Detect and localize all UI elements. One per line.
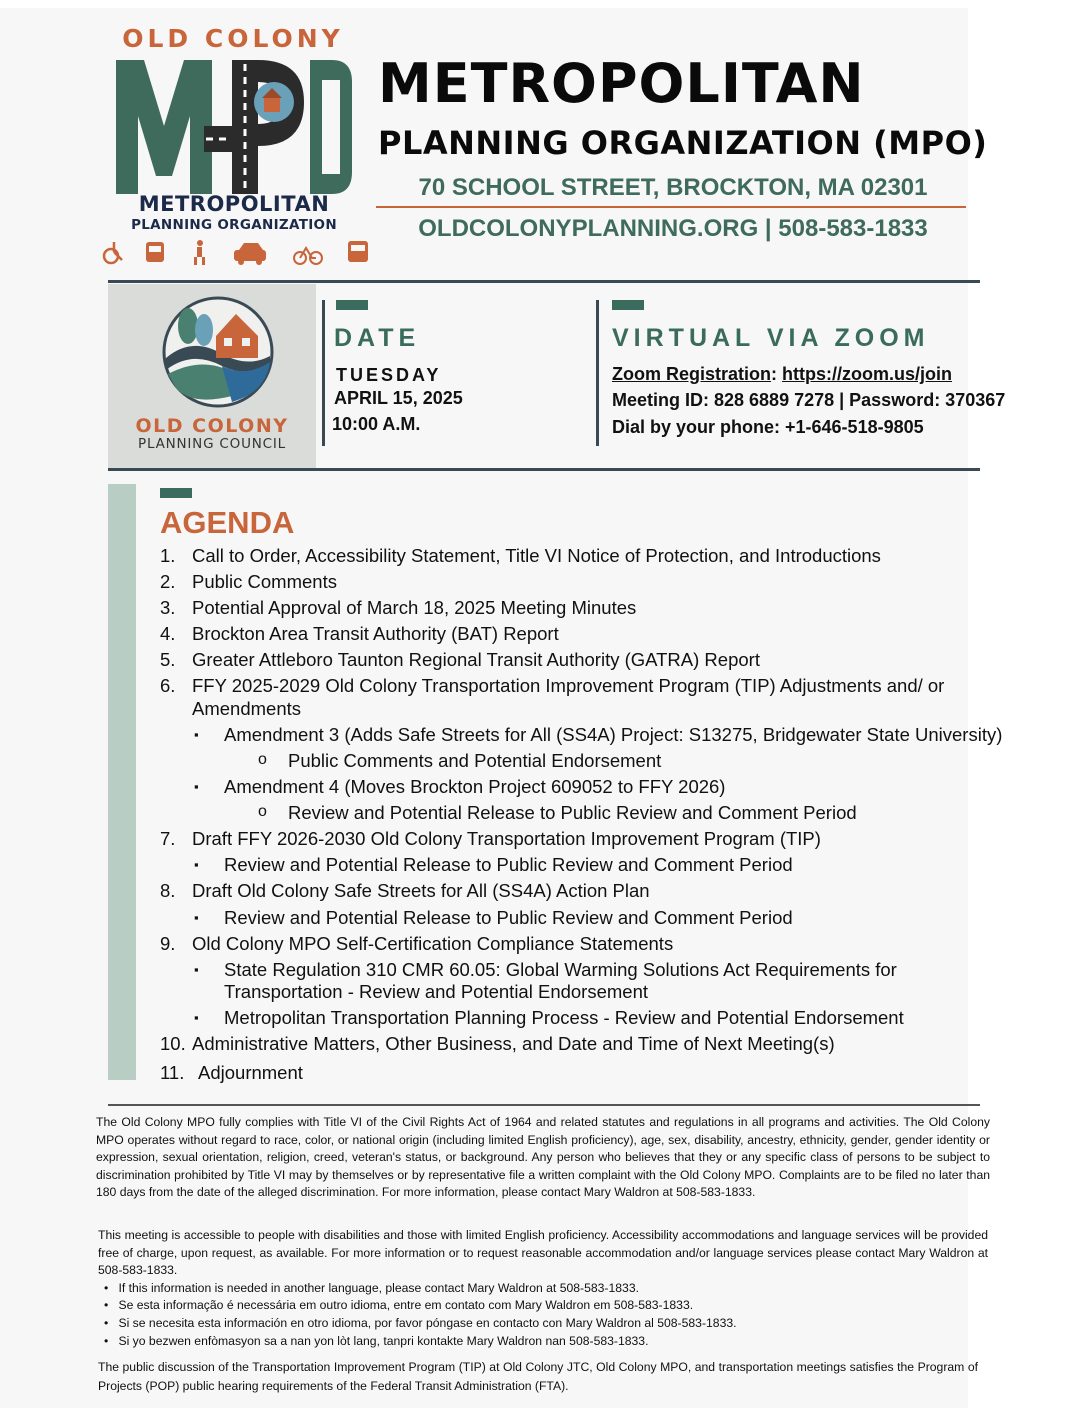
language-notice-haitian-creole: Si yo bezwen enfòmasyon sa a nan yon lòt lang, tanpri kontakte Mary Waldron nan 508-583-1833.	[118, 1334, 649, 1348]
agenda-item: Potential Approval of March 18, 2025 Meeting Minutes	[192, 597, 637, 618]
bullet-square-icon: ▪	[194, 910, 199, 925]
address-divider	[376, 206, 966, 208]
tip-pop-notice: The public discussion of the Transportation Improvement Program (TIP) at Old Colony JTC, Old Colony MPO, and transportation meetings satisfies the Program of Projects (POP) public hearing requirements of the Federal Transit Administration (FTA).	[98, 1360, 978, 1393]
zoom-tab-marker	[612, 300, 644, 310]
bicycle-icon	[294, 248, 322, 264]
title-metropolitan: METROPOLITAN	[378, 52, 865, 115]
agenda-item: Brockton Area Transit Authority (BAT) Report	[192, 623, 559, 644]
agenda-item-continued: Amendments	[192, 698, 301, 719]
car-icon	[234, 243, 266, 265]
info-band-bottom-rule	[108, 468, 980, 471]
bullet-square-icon: ▪	[194, 727, 199, 742]
agenda-item-number: 8.	[160, 880, 176, 901]
logo-planning-organization-text: PLANNING ORGANIZATION	[131, 217, 337, 233]
accessibility-notice: This meeting is accessible to people with disabilities and those with limited English proficiency. Accessibility accommodations and language services will be provided free of charge, upon request, as available. For more information or to request reasonable accommodation and/or language services please contact Mary Waldron at 508-583-1833.	[98, 1228, 988, 1277]
agenda-subsubitem: Review and Potential Release to Public Review and Comment Period	[288, 802, 857, 823]
agenda-subitem-continued: Transportation - Review and Potential Endorsement	[224, 981, 649, 1002]
agenda-item-number: 3.	[160, 597, 176, 618]
title-planning-organization: PLANNING ORGANIZATION (MPO)	[378, 124, 988, 162]
agenda-bottom-rule	[108, 1104, 980, 1106]
language-notice-spanish: Si se necesita esta información en otro idioma, por favor póngase en contacto con Mary Waldron al 508-583-1833.	[118, 1316, 737, 1330]
zoom-divider	[596, 300, 599, 446]
logo-old-colony-text: OLD COLONY	[122, 24, 344, 53]
agenda-item-number: 10.	[160, 1033, 186, 1054]
language-notice: • Si yo bezwen enfòmasyon sa a nan yon lòt lang, tanpri kontakte Mary Waldron nan 508-583-1833.	[104, 1334, 649, 1348]
bullet-square-icon: ▪	[194, 857, 199, 872]
date-divider	[322, 300, 325, 446]
website-phone: OLDCOLONYPLANNING.ORG | 508-583-1833	[418, 215, 928, 242]
pedestrian-icon	[194, 240, 205, 265]
agenda-item: Greater Attleboro Taunton Regional Transit Authority (GATRA) Report	[192, 649, 760, 670]
logo-metropolitan-text: METROPOLITAN	[138, 192, 330, 216]
agenda-item-number: 2.	[160, 571, 176, 592]
meeting-time: 10:00 A.M.	[332, 414, 421, 434]
agenda-item: Draft FFY 2026-2030 Old Colony Transportation Improvement Program (TIP)	[192, 828, 821, 849]
bullet-circle-icon: o	[258, 803, 267, 820]
agenda-item: Old Colony MPO Self-Certification Compliance Statements	[192, 933, 674, 954]
agenda-subsubitem: Public Comments and Potential Endorsement	[288, 750, 662, 771]
language-notice: • Si se necesita esta información en otro idioma, por favor póngase en contacto con Mary Waldron al 508-583-1833.	[104, 1316, 737, 1330]
bus-icon	[146, 242, 164, 262]
bullet-circle-icon: o	[258, 751, 267, 768]
transportation-modes-icons	[100, 238, 370, 268]
agenda-subitem: Amendment 3 (Adds Safe Streets for All (SS4A) Project: S13275, Bridgewater State University)	[224, 724, 1003, 745]
zoom-meeting-id: Meeting ID: 828 6889 7278 | Password: 370367	[612, 390, 1006, 410]
agenda-subitem: Amendment 4 (Moves Brockton Project 609052 to FFY 2026)	[224, 776, 726, 797]
agenda-subitem: Metropolitan Transportation Planning Process - Review and Potential Endorsement	[224, 1007, 904, 1028]
agenda-item: Call to Order, Accessibility Statement, Title VI Notice of Protection, and Introductions	[192, 545, 881, 566]
agenda-heading: AGENDA	[160, 505, 295, 540]
bullet-square-icon: ▪	[194, 779, 199, 794]
zoom-heading: VIRTUAL VIA ZOOM	[612, 324, 930, 352]
wheelchair-icon	[104, 242, 122, 263]
old-colony-planning-council-logo	[108, 284, 316, 470]
bullet-square-icon: ▪	[194, 1010, 199, 1025]
agenda-subitem: State Regulation 310 CMR 60.05: Global Warming Solutions Act Requirements for	[224, 959, 897, 980]
bullet-square-icon: ▪	[194, 962, 199, 977]
agenda-item-number: 1.	[160, 545, 176, 566]
language-notice-portuguese: Se esta informação é necessária em outro idioma, entre em contato com Mary Waldron em 508-583-1833.	[118, 1298, 694, 1312]
council-name-line1: OLD COLONY	[135, 415, 289, 437]
info-band-top-rule	[108, 280, 980, 283]
zoom-registration-separator: :	[771, 364, 783, 384]
agenda-item: Adjournment	[198, 1062, 303, 1083]
council-emblem-icon	[162, 296, 274, 408]
council-name-line2: PLANNING COUNCIL	[138, 436, 286, 452]
date-tab-marker	[336, 300, 368, 310]
meeting-date: APRIL 15, 2025	[334, 388, 463, 408]
agenda-item-number: 4.	[160, 623, 176, 644]
agenda-item-number: 7.	[160, 828, 176, 849]
zoom-registration-label: Zoom Registration	[612, 364, 772, 384]
zoom-registration-link[interactable]: https://zoom.us/join	[782, 364, 952, 384]
agenda-subitem: Review and Potential Release to Public Review and Comment Period	[224, 907, 793, 928]
train-icon	[348, 241, 368, 262]
language-notice-english: If this information is needed in another language, please contact Mary Waldron at 508-583-1833.	[118, 1281, 639, 1295]
date-heading: DATE	[334, 324, 421, 352]
title-vi-notice: The Old Colony MPO fully complies with Title VI of the Civil Rights Act of 1964 and related statutes and regulations in all programs and activities. The Old Colony MPO operates without regard to race, color, or national origin (including limited English proficiency), age, sex, disability, ancestry, ethnicity, gender, gender identity or expression, sexual orientation, religion, creed, veteran's status, or background. Any person who believes that they or any specific class of persons to be subject to discrimination prohibited by Title VI may by themselves or by representative file a written complaint with the Old Colony MPO. Complaints are to be filed no later than 180 days from the date of the alleged discrimination. For more information, please contact Mary Waldron at 508-583-1833.	[96, 1115, 990, 1199]
meeting-day: TUESDAY	[336, 365, 442, 385]
agenda-item-number: 11.	[160, 1062, 185, 1083]
agenda-item: FFY 2025-2029 Old Colony Transportation Improvement Program (TIP) Adjustments and/ or	[192, 675, 945, 696]
agenda-item-number: 9.	[160, 933, 176, 954]
mpo-letters-graphic	[114, 56, 354, 196]
address: 70 SCHOOL STREET, BROCKTON, MA 02301	[418, 174, 928, 201]
zoom-dial-in: Dial by your phone: +1-646-518-9805	[612, 417, 924, 437]
agenda-item: Public Comments	[192, 571, 337, 592]
agenda-item-number: 6.	[160, 675, 176, 696]
language-notice: • If this information is needed in another language, please contact Mary Waldron at 508-583-1833.	[104, 1281, 639, 1295]
zoom-registration	[612, 364, 952, 385]
language-notice: • Se esta informação é necessária em outro idioma, entre em contato com Mary Waldron em 508-583-1833.	[104, 1298, 694, 1312]
agenda-sidebar-bar	[108, 484, 136, 1080]
agenda-item-number: 5.	[160, 649, 176, 670]
agenda-item: Draft Old Colony Safe Streets for All (SS4A) Action Plan	[192, 880, 650, 901]
agenda-tab-marker	[160, 488, 192, 498]
mpo-logo	[100, 24, 362, 270]
agenda-item: Administrative Matters, Other Business, and Date and Time of Next Meeting(s)	[192, 1033, 835, 1054]
agenda-subitem: Review and Potential Release to Public Review and Comment Period	[224, 854, 793, 875]
